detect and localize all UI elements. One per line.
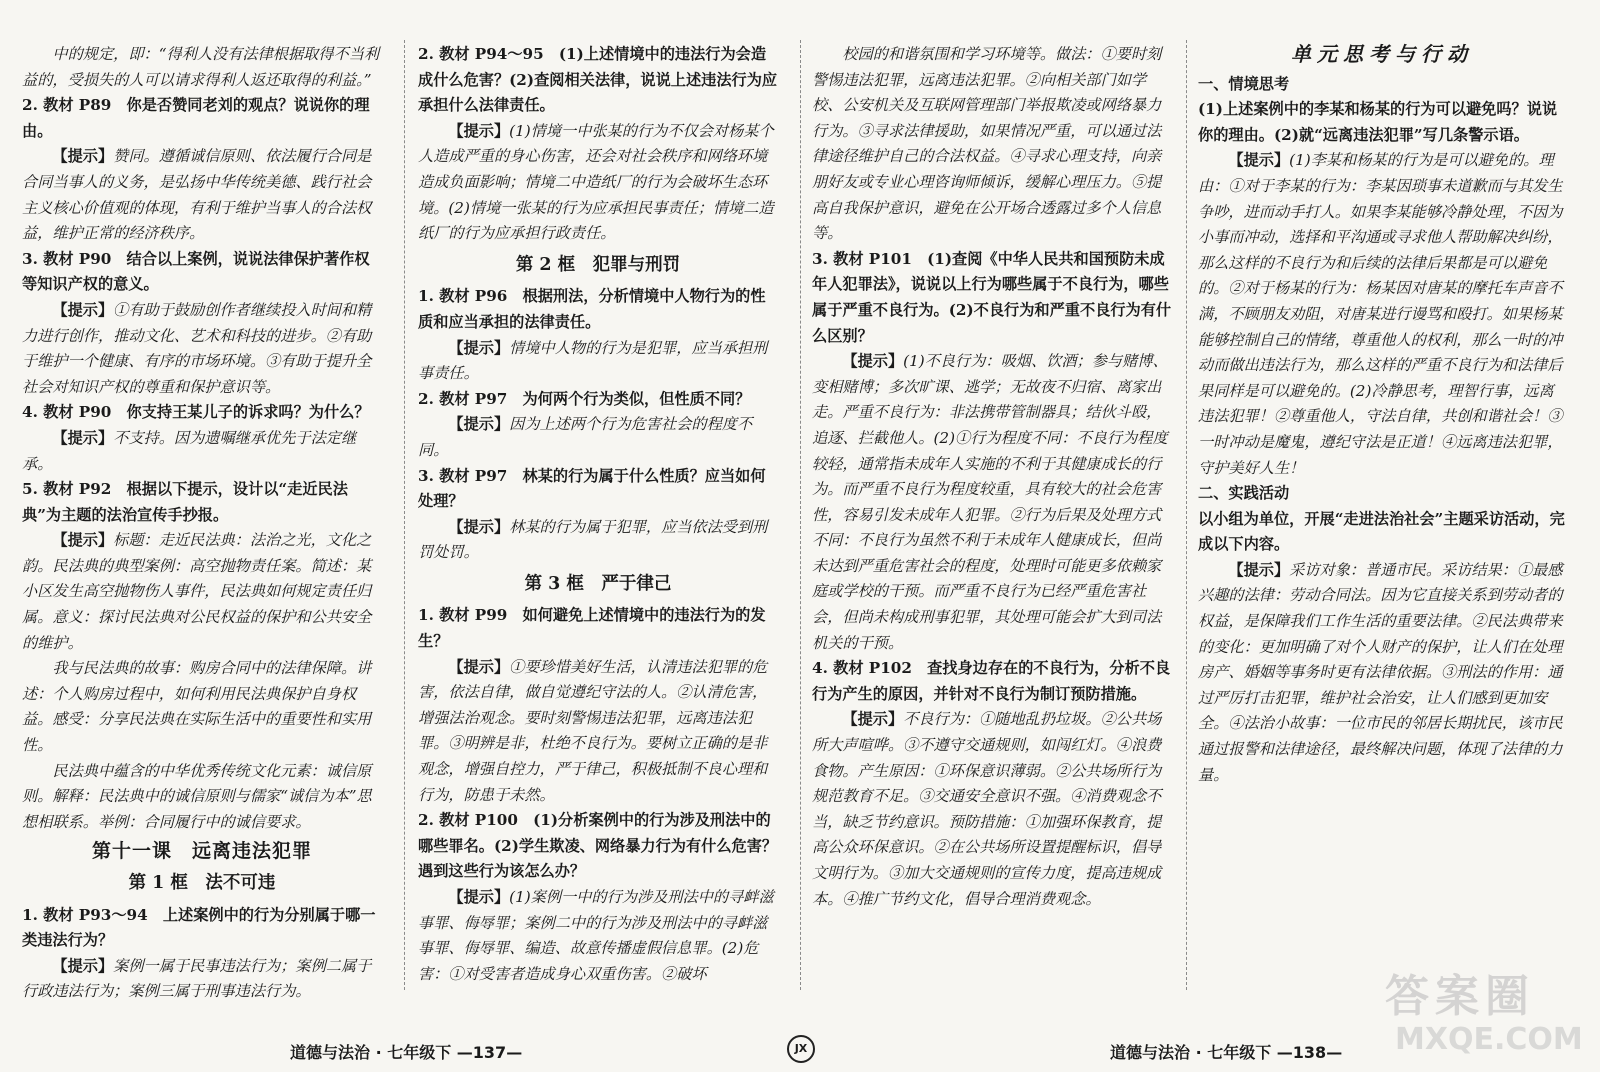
hint-label: 【提示】 [448, 888, 510, 906]
block-text: 1. 教材 P99 如何避免上述情境中的违法行为的发生？ [418, 606, 766, 651]
hint-label: 【提示】 [52, 956, 114, 975]
block-text: 1. 教材 P96 根据刑法，分析情境中人物行为的性质和应当承担的法律责任。 [418, 287, 766, 331]
column-divider [404, 40, 405, 990]
column-3 [812, 42, 1172, 912]
block-text: 第 2 框 犯罪与刑罚 [515, 254, 681, 275]
hint-label: 【提示】 [52, 531, 114, 550]
block-text: 第 1 框 法不可违 [128, 873, 276, 893]
column-divider [1186, 40, 1187, 990]
question [418, 808, 778, 885]
block-text: 标题：走近民法典：法治之光，文化之韵。民法典的典型案例：高空抛物责任案。简述：某小区发生高空抛物伤人事件，民法典如何规定责任归属。意义：探讨民法典对公民权益的保护和公共安全的维护。 [22, 531, 372, 652]
question [812, 247, 1172, 349]
question [418, 464, 778, 515]
block-text: 赞同。遵循诚信原则、依法履行合同是合同当事人的义务，是弘扬中华传统美德、践行社会主义核心价值观的体现，有利于维护当事人的合法权益，维护正常的经济秩序。 [22, 147, 372, 243]
hint-label: 【提示】 [448, 338, 510, 357]
hint-paragraph [418, 655, 778, 809]
column-1 [22, 42, 382, 1005]
page-footer-left: 道德与法治 · 七年级下 —137— [290, 1043, 523, 1062]
hint-label: 【提示】 [448, 517, 510, 536]
section-heading [22, 871, 382, 897]
column-4 [1198, 42, 1566, 788]
question [418, 42, 778, 119]
block-text: 民法典中蕴含的中华优秀传统文化元素：诚信原则。解释：民法典中的诚信原则与儒家“诚信为本”思想相联系。举例：合同履行中的诚信要求。 [22, 761, 372, 831]
block-text: 第 3 框 严于律己 [524, 573, 672, 594]
block-text: 情境中人物的行为是犯罪，应当承担刑事责任。 [418, 338, 768, 383]
question [1198, 97, 1566, 148]
column-divider [800, 40, 801, 990]
block-text: ①要珍惜美好生活，认清违法犯罪的危害，依法自律，做自觉遵纪守法的人。②认清危害，增强法治观念。要时刻警惕违法犯罪，远离违法犯罪。③明辨是非，杜绝不良行为。要树立正确的是非观念，增强自控力，严于律己，积极抵制不良心理和行为，防患于未然。 [418, 657, 768, 804]
block-text: 2. 教材 P89 你是否赞同老刘的观点？说说你的理由。 [22, 96, 370, 140]
hint-paragraph [22, 298, 382, 400]
block-text: 5. 教材 P92 根据以下提示，设计以“走近民法典”为主题的法治宣传手抄报。 [22, 480, 348, 524]
subheading [1198, 72, 1566, 98]
unit-title [1198, 42, 1566, 68]
block-text: (1)情境一中张某的行为不仅会对杨某个人造成严重的身心伤害，还会对社会秩序和网络环境造成负面影响；情境二中造纸厂的行为会破坏生态环境。(2)情境一张某的行为应承担民事责任；情境二造纸厂的行为应承担行政责任。 [418, 121, 774, 243]
question [418, 284, 778, 335]
block-text: 不支持。因为遗嘱继承优先于法定继承。 [22, 428, 357, 473]
hint-paragraph [22, 528, 382, 656]
hint-paragraph [22, 144, 382, 246]
block-text: 单元思考与行动 [1291, 42, 1473, 66]
question [1198, 507, 1566, 558]
hint-paragraph [418, 119, 778, 247]
watermark-logo [1385, 960, 1585, 1060]
hint-label: 【提示】 [448, 415, 510, 434]
hint-paragraph [1198, 558, 1566, 788]
question [22, 903, 382, 954]
question [22, 477, 382, 528]
block-text: (1)上述案例中的李某和杨某的行为可以避免吗？说说你的理由。(2)就“远离违法犯罪”写几条警示语。 [1198, 100, 1558, 144]
block-text: 二、实践活动 [1198, 484, 1290, 503]
block-text: 3. 教材 P97 林某的行为属于什么性质？应当如何处理？ [418, 466, 766, 511]
question [418, 603, 778, 654]
block-text: 以小组为单位，开展“走进法治社会”主题采访活动，完成以下内容。 [1198, 509, 1565, 554]
page-footer-right: 道德与法治 · 七年级下 —138— [1110, 1043, 1343, 1062]
hint-label: 【提示】 [1228, 151, 1290, 170]
block-text: 案例一属于民事违法行为；案例二属于行政违法行为；案例三属于刑事违法行为。 [22, 956, 372, 1001]
hint-paragraph [418, 412, 778, 463]
paragraph [812, 42, 1172, 247]
hint-paragraph [22, 426, 382, 477]
hint-label: 【提示】 [842, 710, 904, 729]
section-heading [418, 253, 778, 279]
block-text: (1)李某和杨某的行为是可以避免的。理由：①对于李某的行为：李某因琐事未道歉而与其发生争吵，进而动手打人。如果李某能够冷静处理，不因为小事而冲动，选择和平沟通或寻求他人帮助解决纠纷，那么这样的不良行为和后续的法律后果都是可以避免的。②对于杨某的行为：杨某因对唐某的摩托车声音不满，不顾朋友劝阻，对唐某进行谩骂和殴打。如果杨某能够控制自己的情绪，尊重他人的权利，那么一时的冲动而做出违法行为，那么这样的严重不良行为和法律后果同样是可以避免的。(2)冷静思考，理智行事，远离违法犯罪！②尊重他人，守法自律，共创和谐社会！③一时冲动是魔鬼，遵纪守法是正道！④远离违法犯罪，守护美好人生！ [1198, 151, 1563, 477]
center-badge: JX [787, 1035, 815, 1063]
question [812, 656, 1172, 707]
block-text: 我与民法典的故事：购房合同中的法律保障。讲述：个人购房过程中，如何利用民法典保护自身权益。感受：分享民法典在实际生活中的重要性和实用性。 [22, 659, 372, 755]
column-2 [418, 42, 778, 987]
block-text: 2. 教材 P100 (1)分析案例中的行为涉及刑法中的哪些罪名。(2)学生欺凌、网络暴力行为有什么危害？遇到这些行为该怎么办？ [418, 811, 778, 881]
question [22, 247, 382, 298]
block-text: 2. 教材 P94～95 (1)上述情境中的违法行为会造成什么危害？(2)查阅相关法律，说说上述违法行为应承担什么法律责任。 [418, 45, 778, 115]
hint-label: 【提示】 [52, 428, 114, 447]
hint-paragraph [418, 336, 778, 387]
hint-paragraph [418, 885, 778, 987]
hint-paragraph [812, 349, 1172, 656]
watermark-url: MXQE.COM [1395, 1022, 1583, 1057]
hint-label: 【提示】 [448, 121, 510, 140]
block-text: 4. 教材 P90 你支持王某儿子的诉求吗？为什么？ [22, 403, 370, 422]
paragraph [22, 42, 382, 93]
block-text: 4. 教材 P102 查找身边存在的不良行为，分析不良行为产生的原因，并针对不良行为制订预防措施。 [812, 659, 1171, 703]
hint-label: 【提示】 [1228, 560, 1290, 579]
block-text: 采访对象：普通市民。采访结果：①最感兴趣的法律：劳动合同法。因为它直接关系到劳动者的权益，是保障我们工作生活的重要法律。②民法典带来的变化：更加明确了对个人财产的保护，让人们在处理房产、婚姻等事务时更有法律依据。③刑法的作用：通过严厉打击犯罪，维护社会治安，让人们感到更加安全。④法治小故事：一位市民的邻居长期扰民，该市民通过报警和法律途径，最终解决问题，体现了法律的力量。 [1198, 560, 1563, 784]
block-text: 不良行为：①随地乱扔垃圾。②公共场所大声喧哗。③不遵守交通规则，如闯红灯。④浪费食物。产生原因：①环保意识薄弱。②公共场所行为规范教育不足。③交通安全意识不强。④消费观念不当，缺乏节约意识。预防措施：①加强环保教育，提高公众环保意识。②在公共场所设置提醒标识，倡导文明行为。③加大交通规则的宣传力度，提高违规成本。④推广节约文化，倡导合理消费观念。 [812, 710, 1162, 908]
hint-paragraph [418, 515, 778, 566]
paragraph [22, 656, 382, 758]
hint-label: 【提示】 [52, 300, 114, 319]
question [22, 400, 382, 426]
block-text: 林某的行为属于犯罪，应当依法受到刑罚处罚。 [418, 517, 768, 562]
block-text: 1. 教材 P93～94 上述案例中的行为分别属于哪一类违法行为？ [22, 905, 376, 950]
block-text: ①有助于鼓励创作者继续投入时间和精力进行创作，推动文化、艺术和科技的进步。②有助于维护一个健康、有序的市场环境。③有助于提升全社会对知识产权的尊重和保护意识等。 [22, 300, 372, 396]
hint-label: 【提示】 [52, 147, 114, 166]
block-text: (1)不良行为：吸烟、饮酒；参与赌博、变相赌博；多次旷课、逃学；无故夜不归宿、离家出走。严重不良行为：非法携带管制器具；结伙斗殴，追逐、拦截他人。(2)①行为程度不同：不良行为程度较轻，通常指未成年人实施的不利于其健康成长的行为。而严重不良行为程度较重，具有较大的社会危害性，容易引发未成年人犯罪。②行为后果及处理方式不同：不良行为虽然不利于未成年人健康成长，但尚未达到严重危害社会的程度，处理时可能更多依赖家庭或学校的干预。而严重不良行为已经严重危害社会，但尚未构成刑事犯罪，其处理可能会扩大到司法机关的干预。 [812, 352, 1168, 652]
block-text: 第十一课 远离违法犯罪 [91, 840, 312, 863]
paragraph [22, 759, 382, 836]
lesson-heading [22, 839, 382, 865]
block-text: 校园的和谐氛围和学习环境等。做法：①要时刻警惕违法犯罪，远离违法犯罪。②向相关部门如学校、公安机关及互联网管理部门举报欺凌或网络暴力行为。③寻求法律援助，如果情况严重，可以通过法律途径维护自己的合法权益。④寻求心理支持，向亲朋好友或专业心理咨询师倾诉，缓解心理压力。⑤提高自我保护意识，避免在公开场合透露过多个人信息等。 [812, 45, 1162, 243]
hint-paragraph [812, 707, 1172, 912]
block-text: 因为上述两个行为危害社会的程度不同。 [418, 415, 753, 459]
watermark-title: 答案圈 [1385, 971, 1535, 1022]
section-heading [418, 572, 778, 598]
subheading [1198, 481, 1566, 507]
hint-label: 【提示】 [448, 657, 510, 676]
question [22, 93, 382, 144]
block-text: 3. 教材 P101 (1)查阅《中华人民共和国预防未成年人犯罪法》，说说以上行为哪些属于不良行为，哪些属于严重不良行为。(2)不良行为和严重不良行为有什么区别？ [812, 249, 1172, 345]
hint-paragraph [1198, 148, 1566, 481]
block-text: 2. 教材 P97 为何两个行为类似，但性质不同？ [418, 389, 751, 408]
block-text: 一、情境思考 [1198, 74, 1290, 93]
hint-paragraph [22, 954, 382, 1005]
block-text: 中的规定，即：“得利人没有法律根据取得不当利益的，受损失的人可以请求得利人返还取得的利益。” [22, 45, 380, 89]
block-text: (1)案例一中的行为涉及刑法中的寻衅滋事罪、侮辱罪；案例二中的行为涉及刑法中的寻衅滋事罪、侮辱罪、编造、故意传播虚假信息罪。(2)危害：①对受害者造成身心双重伤害。②破坏 [418, 888, 774, 983]
hint-label: 【提示】 [842, 352, 904, 371]
block-text: 3. 教材 P90 结合以上案例，说说法律保护著作权等知识产权的意义。 [22, 249, 370, 294]
question [418, 387, 778, 413]
